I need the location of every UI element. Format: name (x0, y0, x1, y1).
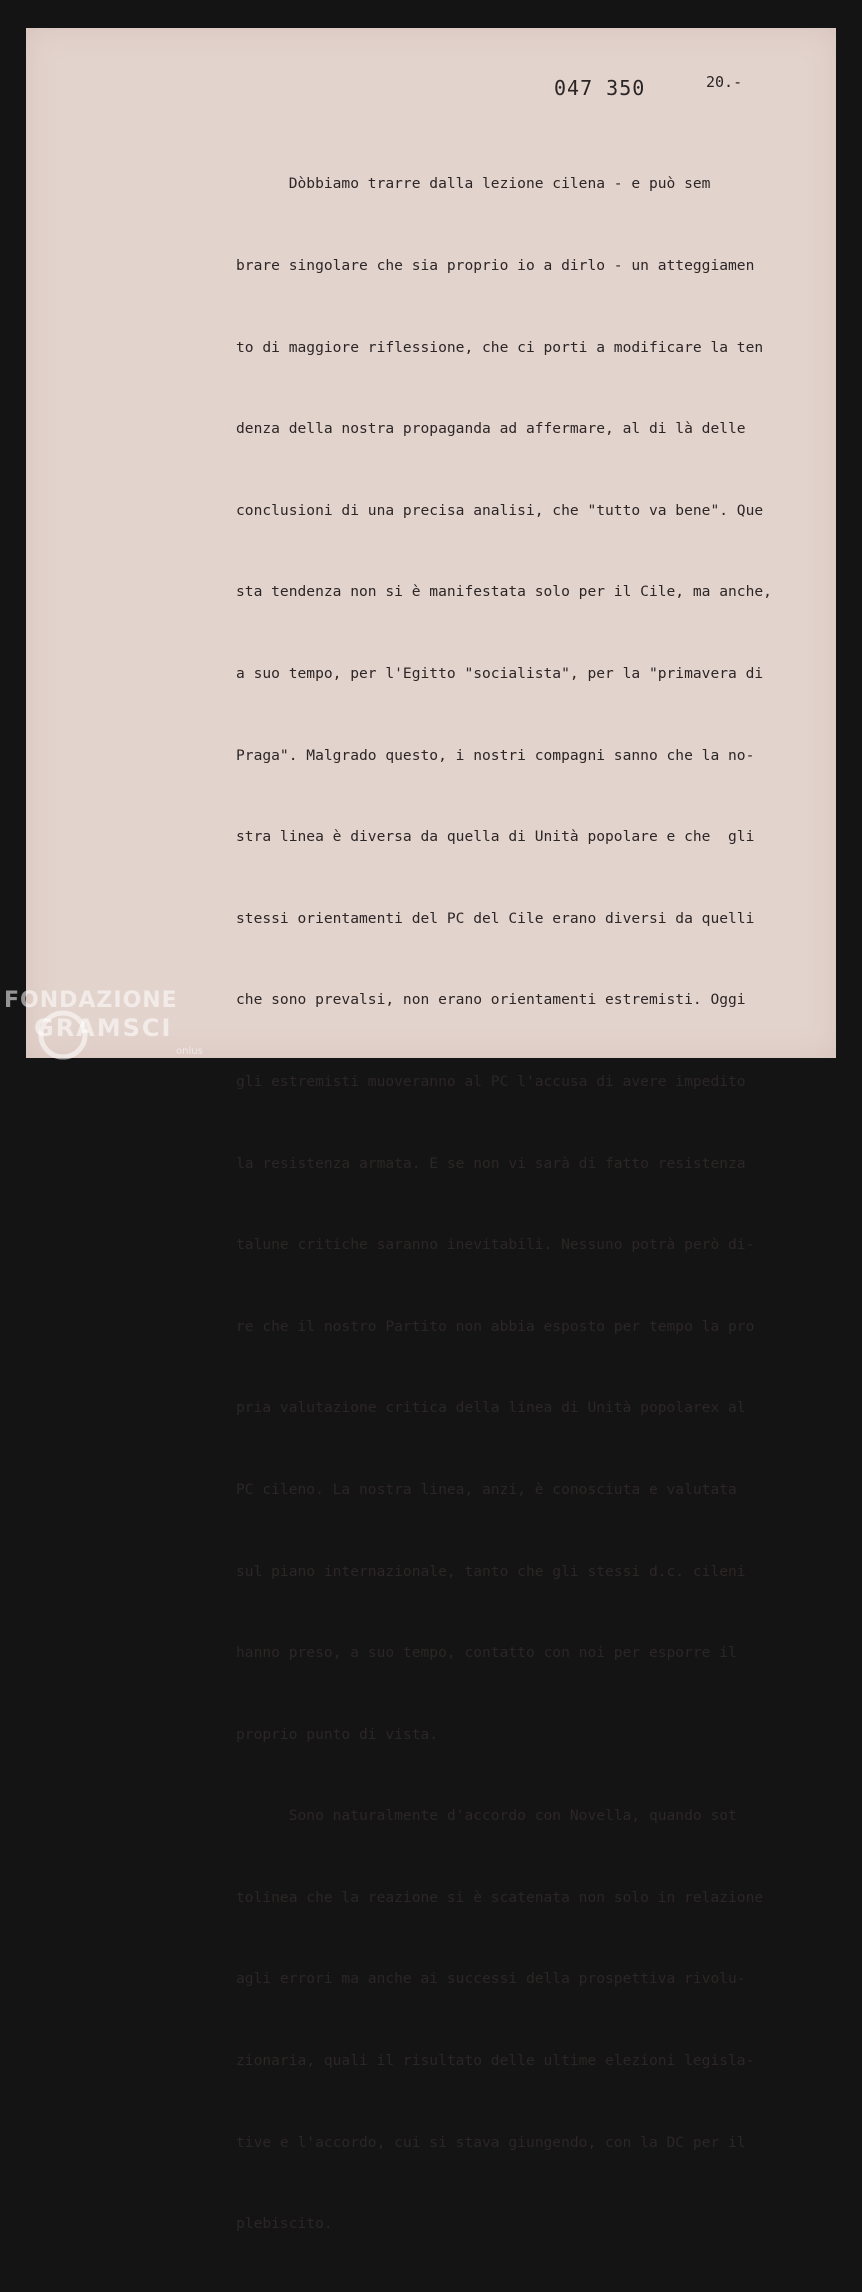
logo-text-fondazione: FONDAZIONE (4, 988, 178, 1013)
document-page (26, 28, 836, 2233)
text-line: Dòbbiamo trarre dalla lezione cilena - e può sem (236, 175, 711, 193)
text-line: talune critiche saranno inevitabili. Nessuno potrà però di- (236, 1236, 755, 1254)
text-line: stra linea è diversa da quella di Unità popolare e che gli (236, 828, 755, 846)
text-line: PC cileno. La nostra linea, anzi, è conosciuta e valutata (236, 1480, 737, 1498)
text-line: hanno preso, a suo tempo, contatto con noi per esporre il (236, 1644, 737, 1662)
page-number: 20.- (706, 73, 743, 91)
text-line: tive e l'accordo, cui si stava giungendo, con la DC per il (236, 2133, 746, 2151)
text-line: pria valutazione critica della linea di Unità popolarex al (236, 1399, 746, 1417)
text-line: la resistenza armata. E se non vi sarà di fatto resistenza (236, 1154, 746, 1172)
text-line: stessi orientamenti del PC del Cile erano diversi da quelli (236, 909, 755, 927)
text-line: che sono prevalsi, non erano orientamenti estremisti. Oggi (236, 991, 746, 1009)
text-line: zionaria, quali il risultato delle ultime elezioni legisla- (236, 2052, 755, 2070)
text-line: brare singolare che sia proprio io a dirlo - un atteggiamen (236, 257, 755, 274)
fondazione-gramsci-logo (4, 988, 224, 1078)
text-line: sul piano internazionale, tanto che gli stessi d.c. cileni (236, 1562, 746, 1580)
text-line: to di maggiore riflessione, che ci porti a modificare la ten (236, 338, 764, 356)
text-line: proprio punto di vista. (236, 1725, 439, 1743)
text-line: denza della nostra propaganda ad affermare, al di là delle (236, 420, 746, 438)
text-line: sta tendenza non si è manifestata solo per il Cile, ma anche, (236, 583, 772, 601)
logo-text-onlus: onlus (176, 1046, 203, 1057)
typewritten-text (236, 116, 836, 2292)
text-line: Sono naturalmente d'accordo con Novella, quando sot (236, 1807, 737, 1825)
text-line: gli estremisti muoveranno al PC l'accusa di avere impedito (236, 1072, 746, 1090)
text-line: conclusioni di una precisa analisi, che "tutto va bene". Que (236, 501, 764, 519)
text-line: agli errori ma anche ai successi della prospettiva rivolu- (236, 1970, 746, 1988)
text-line: a suo tempo, per l'Egitto "socialista", per la "primavera di (236, 664, 764, 682)
text-line: Praga". Malgrado questo, i nostri compagni sanno che la no- (236, 746, 755, 764)
logo-text-gramsci: GRAMSCI (34, 1014, 173, 1042)
archive-number: 047 350 (554, 76, 646, 100)
text-line: tolinea che la reazione si è scatenata non solo in relazione (236, 1888, 764, 1906)
text-line: re che il nostro Partito non abbia esposto per tempo la pro (236, 1317, 755, 1335)
text-line: plebiscito. (236, 2215, 333, 2233)
